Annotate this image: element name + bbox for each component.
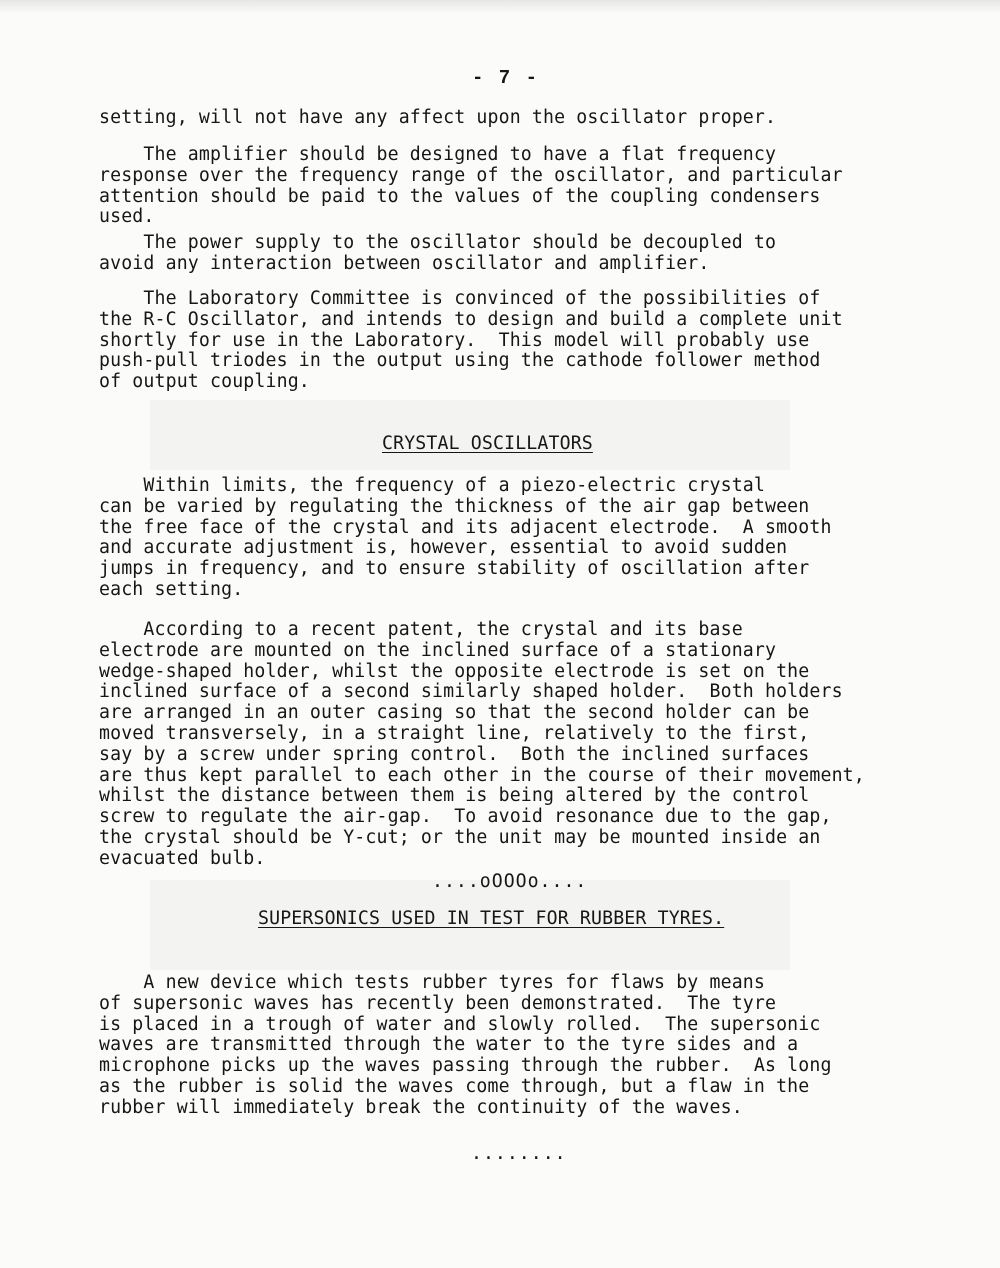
heading-crystal-oscillators: CRYSTAL OSCILLATORS [382, 433, 593, 454]
paragraph-rubber-tyre-device: A new device which tests rubber tyres for flaws by means of supersonic waves has recently been demonstrated. The tyre is placed in a trough of water and slowly rolled. The supersonic waves are transmitted through the water to the tyre sides and a microphone picks up the waves passing through the rubber. As long as the rubber is solid the waves come through, but a flaw in the rubber will immediately break the continuity of the waves. [99, 972, 832, 1118]
page-top-edge-shadow [0, 0, 1000, 14]
end-separator: ........ [471, 1143, 567, 1164]
section-separator: ....oOOOo.... [432, 871, 588, 892]
page-number: - 7 - [472, 67, 540, 89]
heading-supersonics-rubber-tyres: SUPERSONICS USED IN TEST FOR RUBBER TYRES. [258, 908, 725, 929]
paragraph-amplifier: The amplifier should be designed to have a flat frequency response over the frequency range of the oscillator, and particular attention should be paid to the values of the coupling condensers used. [99, 144, 843, 228]
paragraph-recent-patent: According to a recent patent, the crystal and its base electrode are mounted on the inclined surface of a stationary wedge-shaped holder, whilst the opposite electrode is set on the inclined surface of a second similarly shaped holder. Both holders are arranged in an outer casing so that the second holder can be moved transversely, in a straight line, relatively to the first, say by a screw under spring control. Both the inclined surfaces are thus kept parallel to each other in the course of their movement, whilst the distance between them is being altered by the control screw to regulate the air-gap. To avoid resonance due to the gap, the crystal should be Y-cut; or the unit may be mounted inside an evacuated bulb. [99, 619, 865, 869]
paragraph-power-supply: The power supply to the oscillator should be decoupled to avoid any interaction between oscillator and amplifier. [99, 232, 777, 274]
paragraph-setting: setting, will not have any affect upon the oscillator proper. [99, 107, 777, 128]
paragraph-laboratory-committee: The Laboratory Committee is convinced of the possibilities of the R-C Oscillator, and intends to design and build a complete unit shortly for use in the Laboratory. This model will probably use push-pull triodes in the output using the cathode follower method of output coupling. [99, 288, 843, 393]
paragraph-crystal-frequency: Within limits, the frequency of a piezo-electric crystal can be varied by regulating the thickness of the air gap between the free face of the crystal and its adjacent electrode. A smooth and accurate adjustment is, however, essential to avoid sudden jumps in frequency, and to ensure stability of oscillation after each setting. [99, 475, 832, 600]
